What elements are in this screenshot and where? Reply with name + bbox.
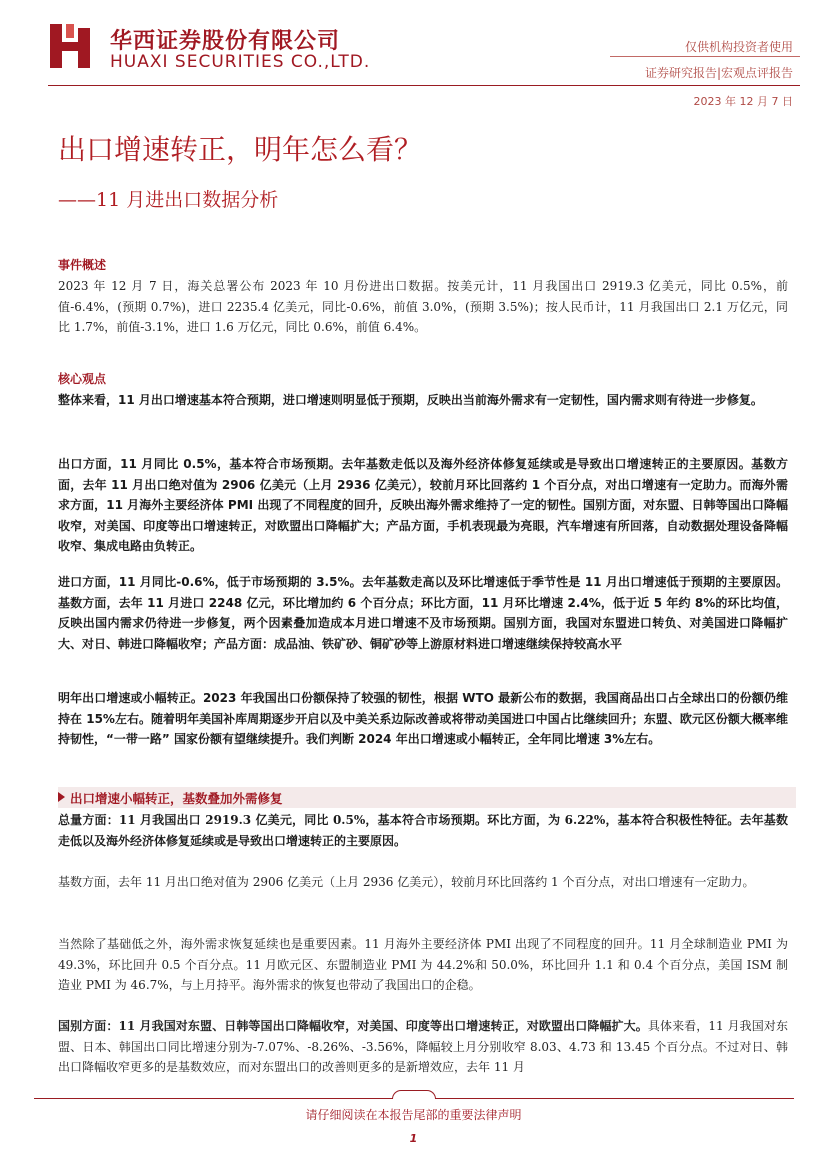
header-divider [610, 56, 800, 57]
page-number: 1 [409, 1132, 418, 1145]
report-date: 2023 年 12 月 7 日 [693, 95, 793, 108]
event-overview-text: 2023 年 12 月 7 日，海关总署公布 2023 年 10 月份进出口数据。按美元计，11 月我国出口 2919.3 亿美元，同比 0.5%，前值-6.4%，(预期 0.7%)，进口 2235.4 亿美元，同比-0.6%，前值 3.0%，(预期 3.5%)；按人民币计，11 月我国出口 2.1 万亿元，同比 1.7%，前值-3.1%，进口 1.6 万亿元，同比 0.6%，前值 6.4%。 [58, 279, 788, 334]
section-arrow-icon [58, 792, 65, 802]
section-country-rest: 具体来看，11 月我国对东盟、日本、韩国出口同比增速分别为-7.07%、-8.26%、-3.56%，降幅较上月分别收窄 8.03、4.73 和 13.45 个百分点。不过对日、韩出口降幅收窄更多的是基数效应，而对东盟出口的改善则更多的是新增效应，去年 11 月 [58, 1019, 788, 1074]
core-view-imports: 进口方面，11 月同比-0.6%，低于市场预期的 3.5%。去年基数走高以及环比增速低于季节性是 11 月出口增速低于预期的主要原因。基数方面，去年 11 月进口 2248 亿元，环比增加约 6 个百分点；环比方面，11 月环比增速 2.4%，低于近 5 年约 8%的环比均值，反映出国内需求仍待进一步修复，两个因素叠加造成本月进口增速不及市场预期。国别方面，我国对东盟进口转负、对美国进口降幅扩大、对日、韩进口降幅收窄；产品方面：成品油、铁矿砂、铜矿砂等上游原材料进口增速继续保持较高水平 [58, 575, 788, 651]
report-type: 证券研究报告|宏观点评报告 [644, 66, 793, 80]
core-view-exports: 出口方面，11 月同比 0.5%，基本符合市场预期。去年基数走低以及海外经济体修复延续或是导致出口增速转正的主要原因。基数方面，去年 11 月出口绝对值为 2906 亿美元（上月 2936 亿美元），较前月环比回落约 1 个百分点，对出口增速有一定助力。而海外需求方面，11 月海外主要经济体 PMI 出现了不同程度的回升，反映出海外需求维持了一定的韧性。国别方面，对东盟、日韩等国出口降幅收窄，对美国、印度等出口增速转正，对欧盟出口降幅扩大；产品方面，手机表现最为亮眼，汽车增速有所回落，自动数据处理设备降幅收窄、集成电路由负转正。 [58, 457, 788, 553]
section-country-paragraph [58, 1016, 788, 1078]
section-header [58, 787, 796, 808]
company-logo-icon [48, 22, 98, 70]
section-demand-paragraph: 当然除了基础低之外，海外需求恢复延续也是重要因素。11 月海外主要经济体 PMI 出现了不同程度的回升。11 月全球制造业 PMI 为 49.3%，环比回升 0.5 个百分点。11 月欧元区、东盟制造业 PMI 为 44.2%和 50.0%，环比回升 1.1 和 0.4 个百分点，美国 ISM 制造业 PMI 为 46.7%，与上月持平。海外需求的恢复也带动了我国出口的企稳。 [58, 937, 788, 992]
section-base-paragraph: 基数方面，去年 11 月出口绝对值为 2906 亿美元（上月 2936 亿美元），较前月环比回落约 1 个百分点，对出口增速有一定助力。 [58, 875, 755, 889]
core-view-outlook: 明年出口增速或小幅转正。2023 年我国出口份额保持了较强的韧性，根据 WTO 最新公布的数据，我国商品出口占全球出口的份额仍维持在 15%左右。随着明年美国补库周期逐步开启以及中美关系边际改善或将带动美国进口中国占比继续回升；东盟、欧元区份额大概率维持韧性，“一带一路” 国家份额有望继续提升。我们判断 2024 年出口增速或小幅转正，全年同比增速 3%左右。 [58, 691, 788, 746]
section-title: 出口增速小幅转正，基数叠加外需修复 [70, 791, 283, 806]
report-title: 出口增速转正，明年怎么看？ [58, 133, 423, 166]
footer-notch [392, 1090, 436, 1099]
section-total-paragraph: 总量方面：11 月我国出口 2919.3 亿美元，同比 0.5%，基本符合市场预期。环比方面，为 6.22%，基本符合积极性特征。去年基数走低以及海外经济体修复延续或是导致出口增速转正的主要原因。 [58, 813, 788, 848]
company-name-cn: 华西证券股份有限公司 [110, 29, 341, 54]
header-rule [48, 85, 800, 86]
report-subtitle: ——11 月进出口数据分析 [58, 189, 279, 211]
event-overview-label: 事件概述 [58, 258, 107, 272]
section-country-lead: 国别方面：11 月我国对东盟、日韩等国出口降幅收窄，对美国、印度等出口增速转正，对欧盟出口降幅扩大。 [58, 1019, 648, 1033]
core-view-label: 核心观点 [58, 372, 107, 386]
company-name-en: HUAXI SECURITIES CO.,LTD. [110, 52, 371, 72]
audience-note: 仅供机构投资者使用 [684, 40, 793, 54]
core-view-summary: 整体来看，11 月出口增速基本符合预期，进口增速则明显低于预期，反映出当前海外需求有一定韧性，国内需求则有待进一步修复。 [58, 393, 763, 407]
footer-disclaimer: 请仔细阅读在本报告尾部的重要法律声明 [305, 1108, 522, 1122]
